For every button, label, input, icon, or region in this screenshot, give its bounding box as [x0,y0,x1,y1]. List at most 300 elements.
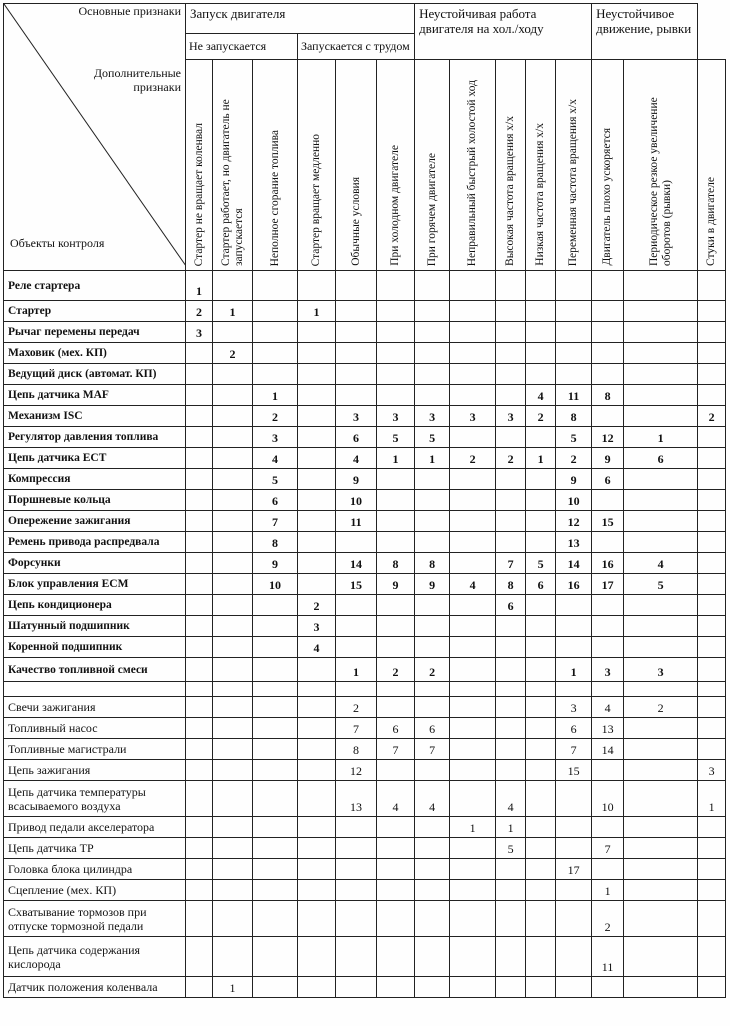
cell-value [186,760,213,781]
cell-value [496,427,526,448]
cell-value [377,490,415,511]
table-row [4,364,726,385]
cell-value [496,760,526,781]
divider-cell [186,682,213,697]
cell-value: 6 [624,448,698,469]
cell-value [450,901,496,937]
cell-value [450,937,496,977]
cell-value: 15 [556,760,592,781]
cell-value [336,364,377,385]
cell-value: 4 [592,697,624,718]
cell-value [592,343,624,364]
cell-value [526,901,556,937]
cell-value [592,406,624,427]
cell-value [450,616,496,637]
cell-value [213,385,253,406]
cell-value: 3 [186,322,213,343]
cell-value: 3 [592,658,624,682]
table-row [4,739,726,760]
cell-value [298,532,336,553]
row-label: Цепь датчика содержания кислорода [4,937,186,977]
cell-value: 7 [253,511,298,532]
cell-value [624,595,698,616]
cell-value [298,901,336,937]
cell-value [213,553,253,574]
cell-value: 8 [556,406,592,427]
cell-value [592,616,624,637]
cell-value: 14 [556,553,592,574]
cell-value [556,880,592,901]
cell-value [556,937,592,977]
cell-value [213,490,253,511]
cell-value [253,937,298,977]
cell-value [253,901,298,937]
table-row [4,637,726,658]
cell-value [698,817,726,838]
cell-value: 6 [556,718,592,739]
cell-value: 4 [415,781,450,817]
cell-value [526,859,556,880]
cell-value [526,511,556,532]
group-jerks: Неустойчивое движение, рывки [592,4,698,60]
cell-value: 3 [556,697,592,718]
cell-value [526,658,556,682]
cell-value [496,658,526,682]
row-label: Маховик (мех. КП) [4,343,186,364]
cell-value [450,718,496,739]
cell-value [624,343,698,364]
column-header-13 [624,60,698,271]
column-header-label: При горячем двигателе [425,152,438,266]
cell-value [624,637,698,658]
cell-value [526,637,556,658]
cell-value [377,817,415,838]
cell-value [186,838,213,859]
cell-value [186,977,213,998]
cell-value [298,511,336,532]
cell-value [526,718,556,739]
cell-value: 10 [253,574,298,595]
row-label: Датчик положения коленвала [4,977,186,998]
cell-value [377,697,415,718]
section-divider-row [4,682,726,697]
cell-value [298,718,336,739]
table-row [4,406,726,427]
cell-value [186,448,213,469]
cell-value [298,271,336,301]
divider-cell [415,682,450,697]
cell-value [186,718,213,739]
divider-cell [526,682,556,697]
cell-value [213,859,253,880]
cell-value [336,532,377,553]
cell-value [496,616,526,637]
column-header-label: Неполное сгорание топлива [268,129,281,266]
cell-value: 4 [624,553,698,574]
cell-value [377,977,415,998]
extra-signs-label: Дополнительные признаки [93,66,181,94]
cell-value: 4 [496,781,526,817]
cell-value: 6 [377,718,415,739]
cell-value: 12 [592,427,624,448]
cell-value [450,301,496,322]
cell-value [624,937,698,977]
cell-value [377,532,415,553]
cell-value [450,511,496,532]
cell-value [496,532,526,553]
column-header-label: Стуки в двигателе [705,177,718,266]
row-label: Поршневые кольца [4,490,186,511]
cell-value [298,406,336,427]
cell-value: 2 [556,448,592,469]
cell-value [298,448,336,469]
column-header-10 [526,60,556,271]
cell-value [592,532,624,553]
divider-cell [450,682,496,697]
cell-value: 13 [336,781,377,817]
cell-value [496,739,526,760]
row-label: Цепь кондиционера [4,595,186,616]
cell-value [186,901,213,937]
cell-value: 4 [253,448,298,469]
cell-value [415,901,450,937]
column-header-6 [377,60,415,271]
cell-value: 2 [253,406,298,427]
cell-value: 14 [592,739,624,760]
cell-value [253,343,298,364]
table-row [4,343,726,364]
subgroup-no-start: Не запускается [186,34,298,60]
cell-value [415,532,450,553]
cell-value [624,406,698,427]
table-row [4,511,726,532]
cell-value: 12 [556,511,592,532]
cell-value: 1 [415,448,450,469]
cell-value [298,553,336,574]
column-header-8 [450,60,496,271]
cell-value: 6 [496,595,526,616]
column-header-label: Обычные условия [349,177,362,266]
row-label: Цепь зажигания [4,760,186,781]
cell-value [298,817,336,838]
cell-value: 5 [624,574,698,595]
cell-value [186,637,213,658]
cell-value [298,977,336,998]
cell-value [526,697,556,718]
row-label: Головка блока цилиндра [4,859,186,880]
cell-value [624,616,698,637]
cell-value [186,859,213,880]
cell-value: 8 [415,553,450,574]
cell-value: 2 [496,448,526,469]
cell-value: 9 [556,469,592,490]
cell-value: 2 [213,343,253,364]
cell-value [253,595,298,616]
cell-value [336,322,377,343]
cell-value: 1 [298,301,336,322]
cell-value [698,301,726,322]
cell-value [377,637,415,658]
cell-value [186,817,213,838]
row-label: Механизм ISC [4,406,186,427]
cell-value [496,469,526,490]
cell-value [336,343,377,364]
cell-value [624,760,698,781]
cell-value: 1 [698,781,726,817]
cell-value [298,469,336,490]
cell-value: 8 [377,553,415,574]
cell-value [556,301,592,322]
cell-value [450,343,496,364]
cell-value: 5 [496,838,526,859]
cell-value: 1 [213,977,253,998]
cell-value [496,343,526,364]
cell-value [624,739,698,760]
cell-value: 15 [592,511,624,532]
divider-cell [698,682,726,697]
cell-value [336,838,377,859]
cell-value [556,817,592,838]
cell-value [377,616,415,637]
cell-value: 3 [253,427,298,448]
table-row [4,901,726,937]
table-row [4,880,726,901]
cell-value [377,760,415,781]
cell-value: 7 [415,739,450,760]
cell-value: 11 [336,511,377,532]
cell-value [592,301,624,322]
cell-value [186,385,213,406]
cell-value [496,859,526,880]
cell-value [624,364,698,385]
table-row [4,385,726,406]
cell-value [298,658,336,682]
cell-value [377,343,415,364]
cell-value: 17 [592,574,624,595]
column-header-5 [336,60,377,271]
cell-value [592,977,624,998]
cell-value [698,427,726,448]
cell-value [298,937,336,977]
cell-value: 2 [336,697,377,718]
cell-value [415,697,450,718]
cell-value [377,838,415,859]
table-row [4,448,726,469]
cell-value [526,817,556,838]
row-label: Схватывание тормозов при отпуске тормозной педали [4,901,186,937]
cell-value [556,322,592,343]
cell-value [213,616,253,637]
cell-value: 7 [496,553,526,574]
cell-value [377,859,415,880]
column-header-label: Высокая частота вращения х/х [504,116,517,266]
cell-value [526,977,556,998]
table-row [4,490,726,511]
table-row [4,817,726,838]
cell-value [450,553,496,574]
column-header-label: Стартер вращает медленно [310,133,322,266]
cell-value [698,838,726,859]
subgroup-hard-start: Запускается с трудом [298,34,415,60]
cell-value [186,490,213,511]
table-row [4,616,726,637]
cell-value [298,838,336,859]
cell-value [253,739,298,760]
cell-value [698,977,726,998]
table-row [4,977,726,998]
row-label: Цепь датчика MAF [4,385,186,406]
cell-value [186,616,213,637]
cell-value [186,781,213,817]
table-row [4,658,726,682]
cell-value [698,553,726,574]
cell-value [624,511,698,532]
cell-value [213,532,253,553]
cell-value [556,343,592,364]
cell-value [213,511,253,532]
cell-value [213,322,253,343]
cell-value [698,880,726,901]
cell-value [624,490,698,511]
table-row [4,595,726,616]
cell-value [298,697,336,718]
cell-value [526,271,556,301]
cell-value: 5 [556,427,592,448]
cell-value [698,901,726,937]
cell-value [213,427,253,448]
column-header-3 [253,60,298,271]
cell-value [698,364,726,385]
cell-value [186,553,213,574]
cell-value [213,364,253,385]
cell-value [496,385,526,406]
cell-value: 2 [526,406,556,427]
cell-value [213,781,253,817]
column-header-12 [592,60,624,271]
cell-value [496,271,526,301]
cell-value [253,880,298,901]
cell-value [592,271,624,301]
corner-diagonal [4,4,186,266]
cell-value [592,595,624,616]
cell-value [450,739,496,760]
cell-value: 1 [450,817,496,838]
cell-value [496,880,526,901]
cell-value [298,781,336,817]
cell-value [415,637,450,658]
column-header-2 [213,60,253,271]
cell-value [698,343,726,364]
table-row [4,859,726,880]
cell-value [450,880,496,901]
divider-cell [336,682,377,697]
cell-value [450,532,496,553]
column-header-14 [698,60,726,271]
cell-value [186,658,213,682]
cell-value [298,427,336,448]
cell-value [526,595,556,616]
cell-value [377,901,415,937]
cell-value [698,271,726,301]
cell-value [698,532,726,553]
cell-value [298,343,336,364]
cell-value [496,977,526,998]
cell-value [592,322,624,343]
cell-value: 4 [298,637,336,658]
column-header-label: Периодическое резкое увеличение оборотов (рывки) [647,97,673,266]
table-row [4,697,726,718]
cell-value [298,880,336,901]
row-label: Ремень привода распредвала [4,532,186,553]
cell-value [415,760,450,781]
cell-value [213,574,253,595]
cell-value [592,364,624,385]
cell-value [336,637,377,658]
table-row [4,427,726,448]
column-header-label: Переменная частота вращения х/х [567,98,580,266]
cell-value [377,880,415,901]
group-unstable-idle: Неустойчивая работа двигателя на хол./ходу [415,4,592,60]
cell-value [213,406,253,427]
cell-value: 4 [377,781,415,817]
cell-value [213,760,253,781]
cell-value [336,301,377,322]
cell-value [698,697,726,718]
cell-value [496,511,526,532]
cell-value [415,616,450,637]
cell-value [186,739,213,760]
cell-value [556,595,592,616]
cell-value [253,859,298,880]
table-row [4,469,726,490]
cell-value [336,271,377,301]
cell-value: 1 [496,817,526,838]
table-row [4,532,726,553]
cell-value [298,322,336,343]
cell-value [592,760,624,781]
cell-value [526,760,556,781]
cell-value [698,718,726,739]
cell-value [592,859,624,880]
cell-value [253,977,298,998]
row-label: Реле стартера [4,271,186,301]
cell-value [186,574,213,595]
cell-value [415,859,450,880]
cell-value [253,364,298,385]
cell-value: 8 [496,574,526,595]
cell-value [624,817,698,838]
cell-value: 4 [336,448,377,469]
table-row [4,760,726,781]
cell-value [186,343,213,364]
cell-value: 16 [556,574,592,595]
cell-value [377,385,415,406]
cell-value [377,937,415,977]
cell-value [213,469,253,490]
cell-value [698,448,726,469]
cell-value [298,385,336,406]
cell-value: 3 [336,406,377,427]
cell-value: 11 [592,937,624,977]
cell-value [415,511,450,532]
cell-value [377,322,415,343]
cell-value: 11 [556,385,592,406]
column-header-label: Низкая частота вращения х/х [534,123,547,266]
cell-value [415,490,450,511]
cell-value [496,490,526,511]
cell-value [186,880,213,901]
cell-value [526,616,556,637]
